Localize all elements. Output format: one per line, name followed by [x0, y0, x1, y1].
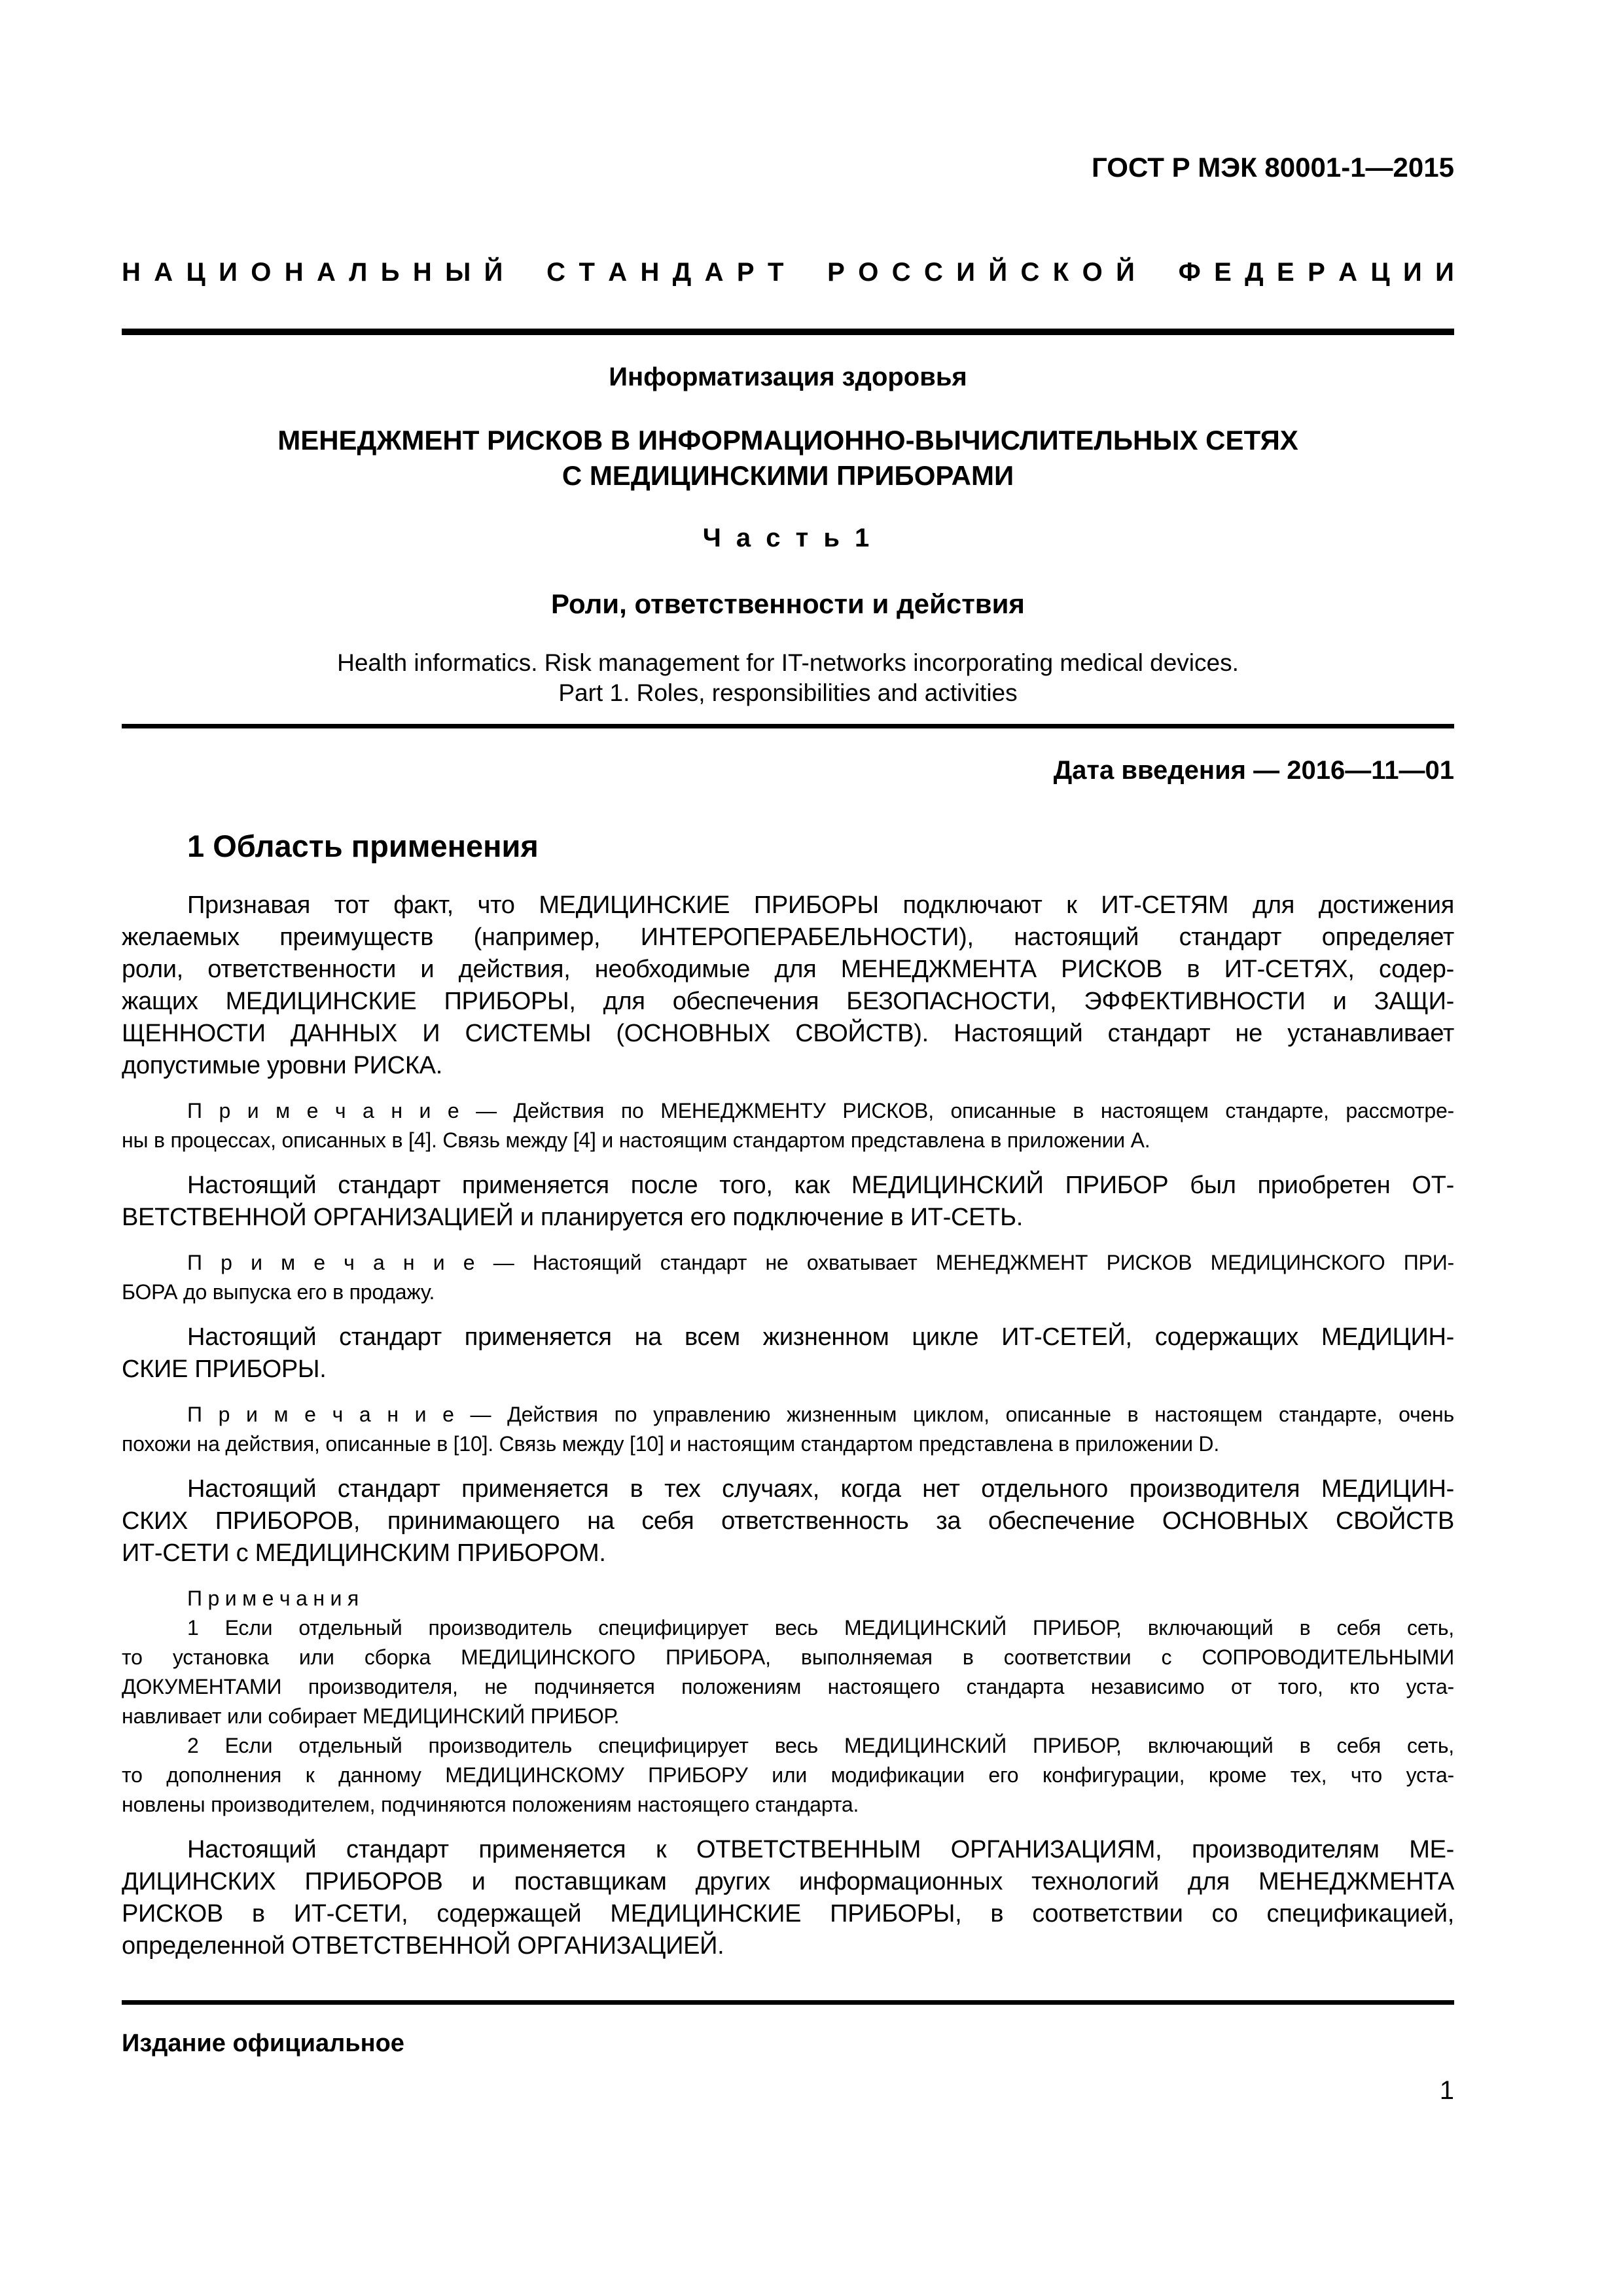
text-line: навливает или собирает МЕДИЦИНСКИЙ ПРИБОР.: [122, 1704, 620, 1728]
text-line: жащих МЕДИЦИНСКИЕ ПРИБОРЫ, для обеспечения БЕЗОПАСНОСТИ, ЭФФЕКТИВНОСТИ и ЗАЩИ-: [122, 988, 1454, 1015]
edition-note: Издание официальное: [122, 2030, 404, 2057]
text-line: П р и м е ч а н и е — Действия по МЕНЕДЖМЕНТУ РИСКОВ, описанные в настоящем стандарте, рассмотре-: [187, 1099, 1454, 1122]
note-block: [122, 1248, 1454, 1307]
paragraph: [122, 1321, 1454, 1386]
paragraph: [122, 1473, 1454, 1570]
note-block: [122, 1096, 1454, 1155]
section-heading: 1 Область применения: [187, 829, 539, 863]
text-line: П р и м е ч а н и е — Действия по управлению жизненным циклом, описанные в настоящем стандарте, очень: [187, 1403, 1454, 1426]
text-line: новлены производителем, подчиняются положениям настоящего стандарта.: [122, 1793, 859, 1816]
note-block: [122, 1400, 1454, 1459]
text-line: СКИЕ ПРИБОРЫ.: [122, 1355, 327, 1383]
title-en-line2: Part 1. Roles, responsibilities and activities: [558, 679, 1018, 706]
text-line: Настоящий стандарт применяется на всем жизненном цикле ИТ-СЕТЕЙ, содержащих МЕДИЦИН-: [187, 1323, 1454, 1351]
standard-banner: Н А Ц И О Н А Л Ь Н Ы Й С Т А Н Д А Р Т Р О С С И Й С К О Й Ф Е Д Е Р А Ц И И: [122, 258, 1454, 287]
text-line: ВЕТСТВЕННОЙ ОРГАНИЗАЦИЕЙ и планируется его подключение в ИТ-СЕТЬ.: [122, 1204, 1023, 1231]
title-en: [122, 648, 1454, 708]
divider-middle: [122, 724, 1454, 728]
effective-date: Дата введения — 2016—11—01: [1053, 756, 1454, 785]
text-line: Признавая тот факт, что МЕДИЦИНСКИЕ ПРИБОРЫ подключают к ИТ-СЕТЯМ для достижения: [187, 891, 1454, 919]
text-line: ИТ-СЕТИ с МЕДИЦИНСКИМ ПРИБОРОМ.: [122, 1539, 606, 1567]
text-line: РИСКОВ в ИТ-СЕТИ, содержащей МЕДИЦИНСКИЕ ПРИБОРЫ, в соответствии со спецификацией,: [122, 1900, 1454, 1928]
body-text: [122, 889, 1454, 1962]
page-number: 1: [1439, 2076, 1454, 2105]
part-label: Ч а с т ь 1: [702, 524, 874, 552]
text-line: 1 Если отдельный производитель специфицирует весь МЕДИЦИНСКИЙ ПРИБОР, включающий в себя сеть,: [187, 1616, 1454, 1640]
text-line: роли, ответственности и действия, необходимые для МЕНЕДЖМЕНТА РИСКОВ в ИТ-СЕТЯХ, содер-: [122, 956, 1454, 983]
text-line: ны в процессах, описанных в [4]. Связь между [4] и настоящим стандартом представлена в приложении А.: [122, 1128, 1150, 1152]
paragraph: [122, 889, 1454, 1082]
divider-top: [122, 329, 1454, 335]
text-line: П р и м е ч а н и е — Настоящий стандарт не охватывает МЕНЕДЖМЕНТ РИСКОВ МЕДИЦИНСКОГО ПРИ-: [187, 1251, 1454, 1274]
main-title-ru-line1: МЕНЕДЖМЕНТ РИСКОВ В ИНФОРМАЦИОННО-ВЫЧИСЛИТЕЛЬНЫХ СЕТЯХ: [277, 425, 1298, 456]
text-line: ЩЕННОСТИ ДАННЫХ И СИСТЕМЫ (ОСНОВНЫХ СВОЙСТВ). Настоящий стандарт не устанавливает: [122, 1020, 1454, 1047]
text-line: БОРА до выпуска его в продажу.: [122, 1280, 435, 1304]
text-line: допустимые уровни РИСКА.: [122, 1052, 442, 1079]
main-title-ru: [122, 423, 1454, 493]
main-title-ru-line2: С МЕДИЦИНСКИМИ ПРИБОРАМИ: [562, 460, 1014, 491]
text-line: СКИХ ПРИБОРОВ, принимающего на себя ответственность за обеспечение ОСНОВНЫХ СВОЙСТВ: [122, 1507, 1454, 1535]
title-en-line1: Health informatics. Risk management for IT-networks incorporating medical devices.: [337, 649, 1239, 676]
paragraph: [122, 1834, 1454, 1962]
text-line: желаемых преимуществ (например, ИНТЕРОПЕРАБЕЛЬНОСТИ), настоящий стандарт определяет: [122, 924, 1454, 951]
text-line: ДИЦИНСКИХ ПРИБОРОВ и поставщикам других информационных технологий для МЕНЕДЖМЕНТА: [122, 1868, 1454, 1895]
subtitle-ru: Роли, ответственности и действия: [551, 588, 1025, 619]
text-line: Настоящий стандарт применяется после того, как МЕДИЦИНСКИЙ ПРИБОР был приобретен ОТ-: [187, 1172, 1454, 1199]
subject-title: Информатизация здоровья: [609, 363, 967, 391]
text-line: то дополнения к данному МЕДИЦИНСКОМУ ПРИБОРУ или модификации его конфигурации, кроме тех, что уста-: [122, 1763, 1454, 1787]
text-line: ДОКУМЕНТАМИ производителя, не подчиняется положениям настоящего стандарта независимо от того, кто уста-: [122, 1675, 1454, 1698]
doc-code: ГОСТ Р МЭК 80001-1—2015: [1092, 152, 1454, 183]
notes-header: П р и м е ч а н и я: [187, 1587, 359, 1610]
text-line: Настоящий стандарт применяется к ОТВЕТСТВЕННЫМ ОРГАНИЗАЦИЯМ, производителям МЕ-: [187, 1836, 1454, 1863]
text-line: 2 Если отдельный производитель специфицирует весь МЕДИЦИНСКИЙ ПРИБОР, включающий в себя сеть,: [187, 1734, 1454, 1757]
paragraph: [122, 1170, 1454, 1234]
text-line: то установка или сборка МЕДИЦИНСКОГО ПРИБОРА, выполняемая в соответствии с СОПРОВОДИТЕЛЬНЫМИ: [122, 1645, 1454, 1669]
text-line: Настоящий стандарт применяется в тех случаях, когда нет отдельного производителя МЕДИЦИН-: [187, 1475, 1454, 1503]
divider-bottom: [122, 2000, 1454, 2005]
text-line: похожи на действия, описанные в [10]. Связь между [10] и настоящим стандартом представлена в приложении D.: [122, 1432, 1220, 1456]
text-line: определенной ОТВЕТСТВЕННОЙ ОРГАНИЗАЦИЕЙ.: [122, 1932, 724, 1960]
note-block: [122, 1584, 1454, 1820]
